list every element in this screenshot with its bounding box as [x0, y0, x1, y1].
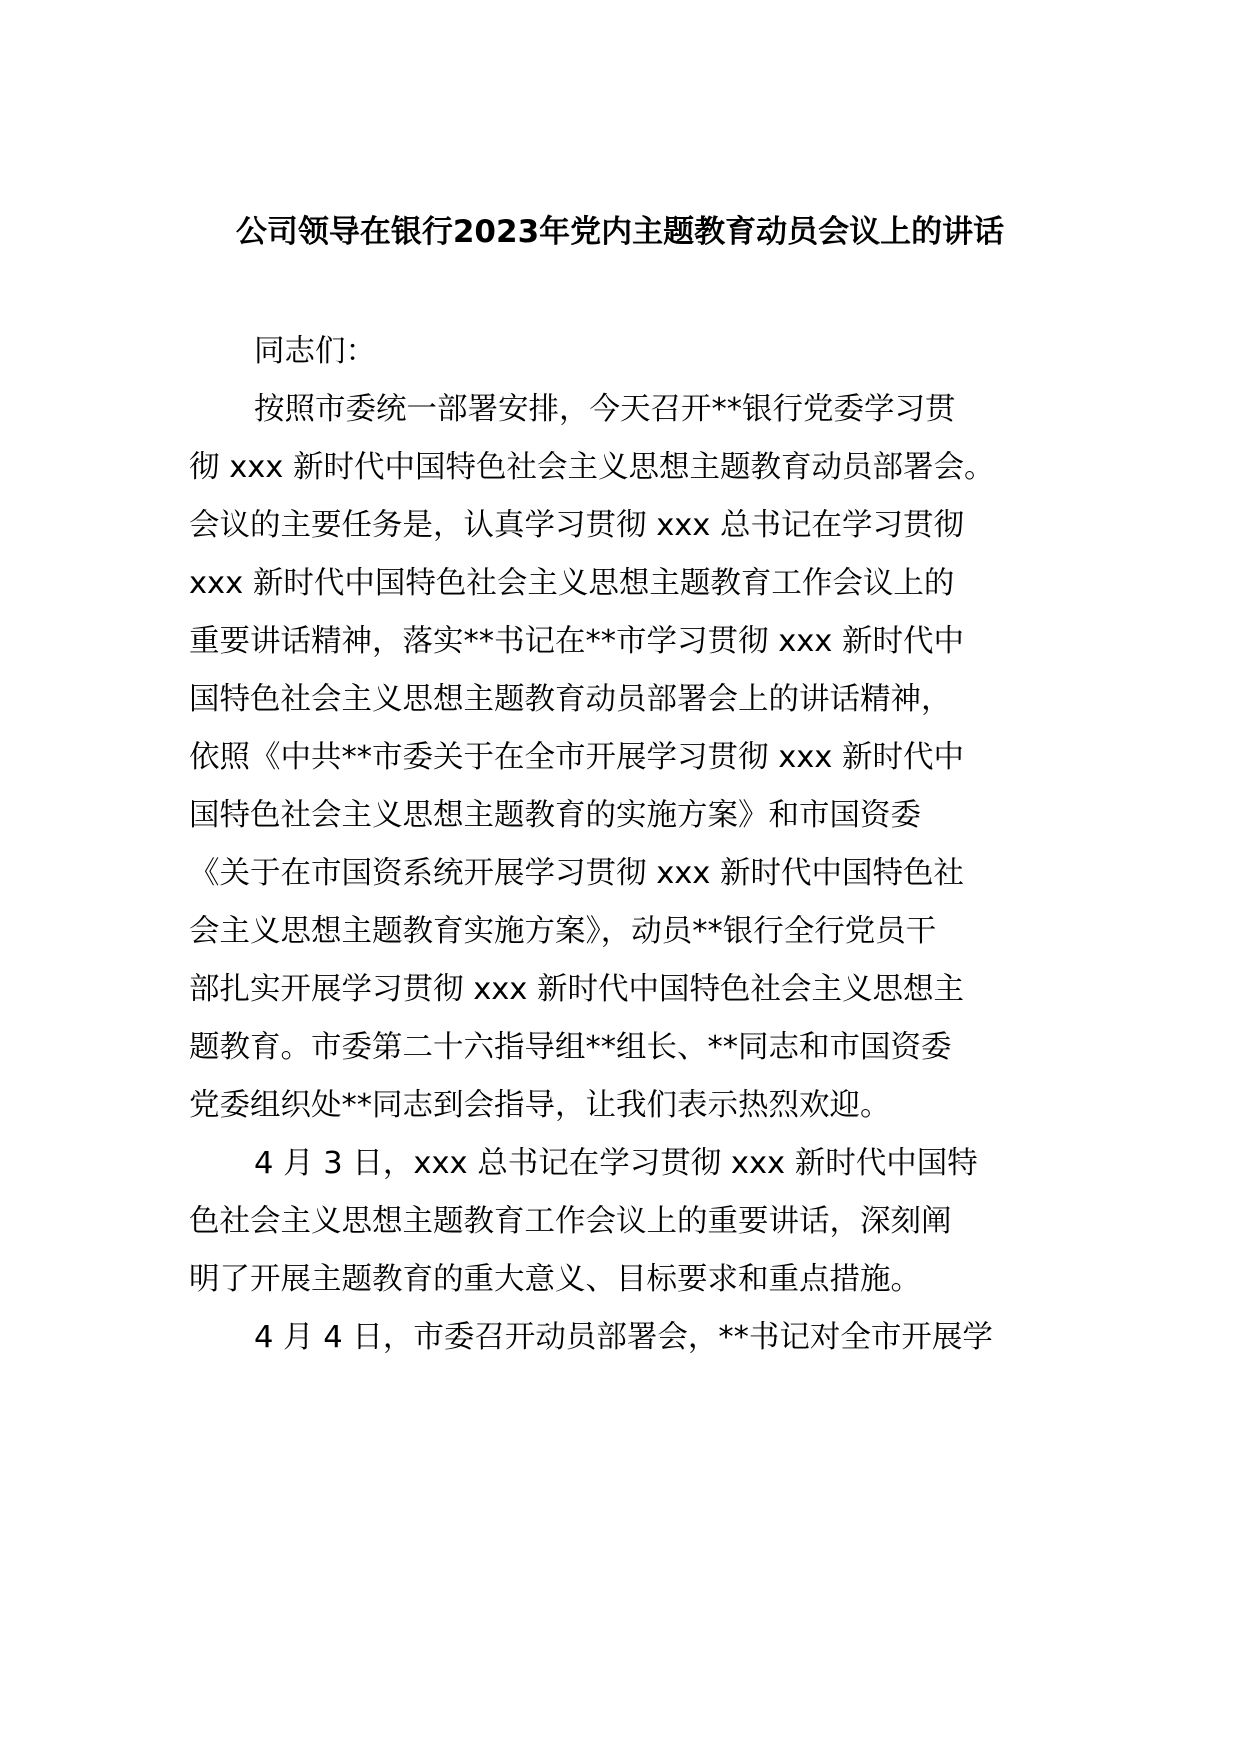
paragraph-2-line-3: 明了开展主题教育的重大意义、目标要求和重点措施。 — [189, 1262, 921, 1297]
paragraph-1-line-9: 《关于在市国资系统开展学习贯彻 xxx 新时代中国特色社 — [189, 856, 965, 891]
paragraph-1-line-3: 会议的主要任务是，认真学习贯彻 xxx 总书记在学习贯彻 — [189, 508, 965, 543]
paragraph-1-line-2: 彻 xxx 新时代中国特色社会主义思想主题教育动员部署会。 — [189, 450, 995, 485]
paragraph-2-line-2: 色社会主义思想主题教育工作会议上的重要讲话，深刻阐 — [189, 1204, 952, 1239]
paragraph-2-line-1: 4 月 3 日，xxx 总书记在学习贯彻 xxx 新时代中国特 — [254, 1146, 978, 1181]
paragraph-1-line-10: 会主义思想主题教育实施方案》，动员**银行全行党员干 — [189, 914, 937, 949]
paragraph-3-line-1: 4 月 4 日，市委召开动员部署会，**书记对全市开展学 — [254, 1320, 993, 1355]
document-title: 公司领导在银行2023年党内主题教育动员会议上的讲话 — [235, 214, 1005, 250]
paragraph-1-line-8: 国特色社会主义思想主题教育的实施方案》和市国资委 — [189, 798, 921, 833]
paragraph-1-line-12: 题教育。市委第二十六指导组**组长、**同志和市国资委 — [189, 1030, 952, 1065]
paragraph-1-line-13: 党委组织处**同志到会指导，让我们表示热烈欢迎。 — [189, 1088, 891, 1123]
paragraph-1-line-5: 重要讲话精神，落实**书记在**市学习贯彻 xxx 新时代中 — [189, 624, 965, 659]
paragraph-1-line-4: xxx 新时代中国特色社会主义思想主题教育工作会议上的 — [189, 566, 955, 601]
paragraph-1-line-6: 国特色社会主义思想主题教育动员部署会上的讲话精神， — [189, 682, 952, 717]
paragraph-1-line-7: 依照《中共**市委关于在全市开展学习贯彻 xxx 新时代中 — [189, 740, 965, 775]
salutation: 同志们： — [254, 334, 376, 369]
paragraph-1-line-1: 按照市委统一部署安排，今天召开**银行党委学习贯 — [254, 392, 956, 427]
paragraph-1-line-11: 部扎实开展学习贯彻 xxx 新时代中国特色社会主义思想主 — [189, 972, 965, 1007]
